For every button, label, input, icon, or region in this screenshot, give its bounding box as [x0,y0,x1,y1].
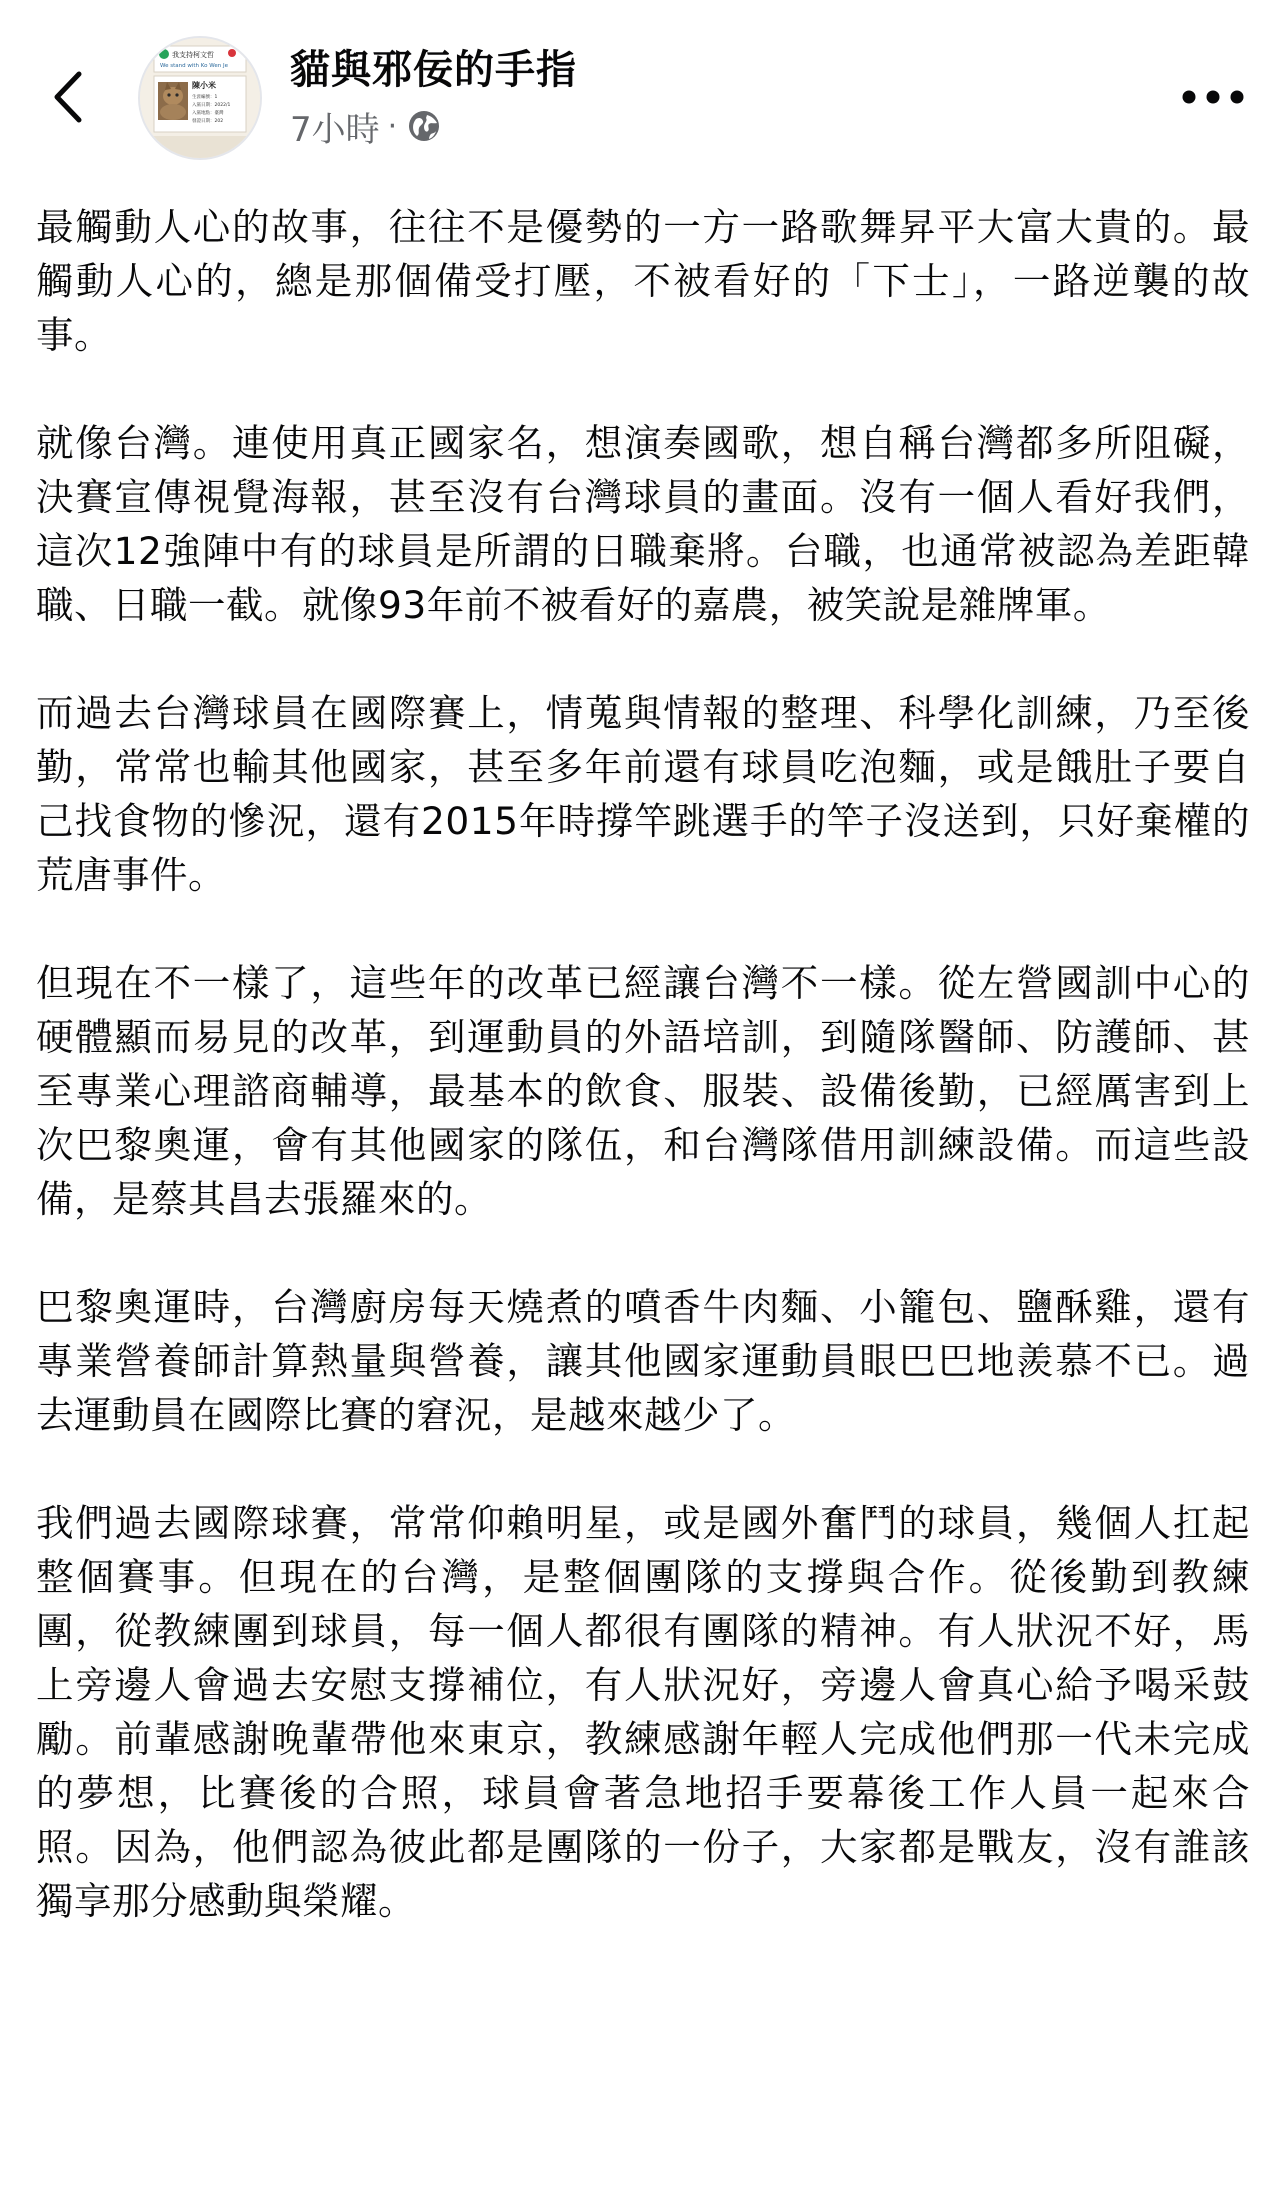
post-paragraph: 我們過去國際球賽，常常仰賴明星，或是國外奮鬥的球員，幾個人扛起整個賽事。但現在的台灣，是整個團隊的支撐與合作。從後勤到教練團，從教練團到球員，每一個人都很有團隊的精神。有人狀況不好，馬上旁邊人會過去安慰支撐補位，有人狀況好，旁邊人會真心給予喝采鼓勵。前輩感謝晚輩帶他來東京，教練感謝年輕人完成他們那一代未完成的夢想，比賽後的合照，球員會著急地招手要幕後工作人員一起來合照。因為，他們認為彼此都是團隊的一份子，大家都是戰友，沒有誰該獨享那分感動與榮耀。 [36,1501,1250,1923]
back-button[interactable] [40,62,96,132]
avatar-card-row: 入黨日期：2022/1 [192,103,231,108]
post-paragraph: 就像台灣。連使用真正國家名，想演奏國歌，想自稱台灣都多所阻礙，決賽宣傳視覺海報，甚至沒有台灣球員的畫面。沒有一個人看好我們，這次12強陣中有的球員是所謂的日職棄將。台職，也通常被認為差距韓職、日職一截。就像93年前不被看好的嘉農，被笑說是雜牌軍。 [36,421,1250,627]
post-header [0,0,1284,170]
more-options-button[interactable] [1176,74,1250,120]
post-paragraph: 而過去台灣球員在國際賽上，情蒐與情報的整理、科學化訓練，乃至後勤，常常也輸其他國家，甚至多年前還有球員吃泡麵，或是餓肚子要自己找食物的慘況，還有2015年時撐竿跳選手的竿子沒送到，只好棄權的荒唐事件。 [36,691,1250,897]
chevron-left-icon [53,70,83,124]
avatar-card-row: 生涯編號：1 [192,95,218,100]
avatar-image [140,38,260,158]
more-horizontal-icon [1180,89,1246,105]
page-name-link[interactable]: 貓與邪佞的手指 [290,47,577,93]
page-avatar[interactable] [138,36,262,160]
post-paragraph: 但現在不一樣了，這些年的改革已經讓台灣不一樣。從左營國訓中心的硬體顯而易見的改革，到運動員的外語培訓，到隨隊醫師、防護師、甚至專業心理諮商輔導，最基本的飲食、服裝、設備後勤，已經厲害到上次巴黎奧運，會有其他國家的隊伍，和台灣隊借用訓練設備。而這些設備，是蔡其昌去張羅來的。 [36,961,1250,1221]
avatar-card-row: 入黨地點：臺灣 [192,111,224,116]
post-body [36,200,1250,1982]
avatar-banner-text: 我支持柯文哲 [172,51,214,59]
post-timestamp[interactable]: 7小時 [290,109,380,150]
post-paragraph: 最觸動人心的故事，往往不是優勢的一方一路歌舞昇平大富大貴的。最觸動人心的，總是那個備受打壓，不被看好的「下士」，一路逆襲的故事。 [36,205,1250,357]
avatar-stand-with-text: We stand with Ko Wen Je [160,63,228,69]
avatar-card-name: 陳小米 [192,81,216,90]
post-paragraph: 巴黎奧運時，台灣廚房每天燒煮的噴香牛肉麵、小籠包、鹽酥雞，還有專業營養師計算熱量與營養，讓其他國家運動員眼巴巴地羨慕不已。過去運動員在國際比賽的窘況，是越來越少了。 [36,1285,1250,1437]
globe-icon [407,109,441,143]
avatar-card-row: 發證日期：202 [192,119,224,124]
meta-separator: · [387,108,398,144]
post-meta [290,104,441,148]
